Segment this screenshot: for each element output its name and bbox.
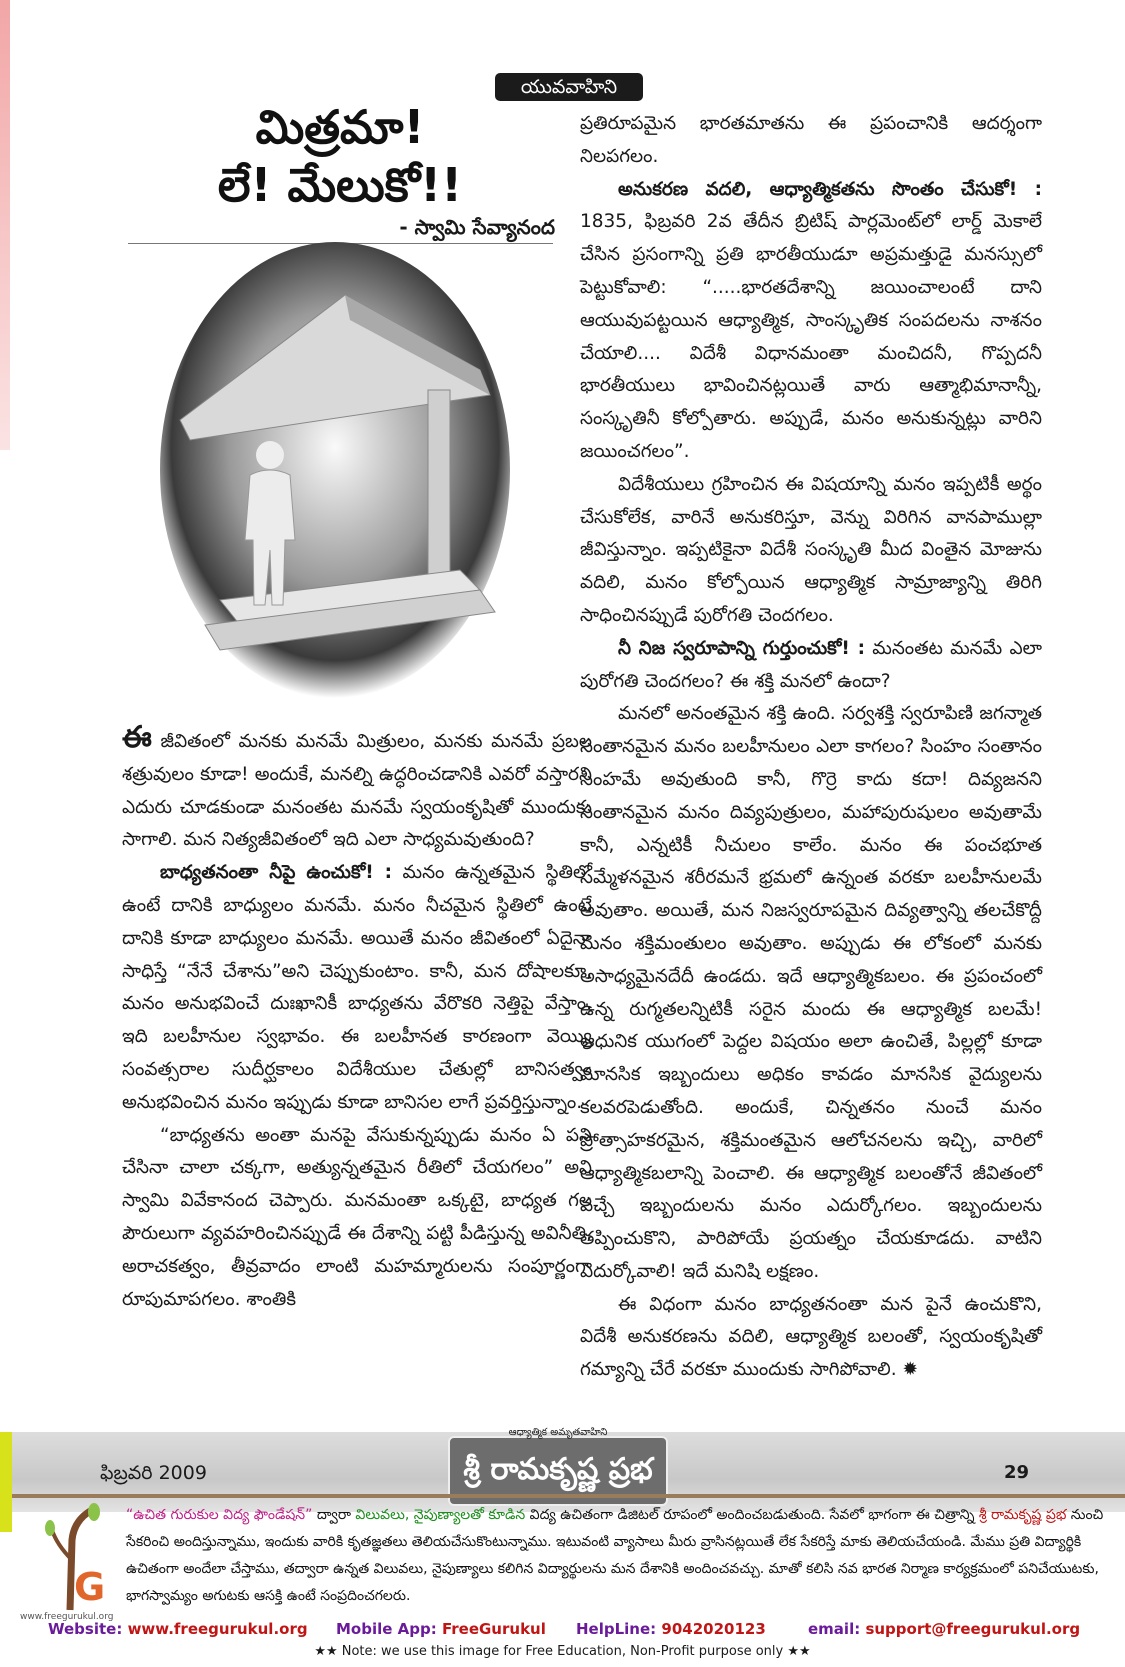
paragraph: మనం ఉన్నతమైన స్థితిలో ఉంటే దానికి బాధ్యులం మనమే. మనం నీచమైన స్థితిలో ఉంటే దానికి కూడా బాధ్యులం మనమే. అయితే మనం జీవితంలో ఏదైనా సాధిస్తే “నేనే చేశాను”అని చెప్పుకుంటాం. కానీ, మన దోషాలకూ, మనం అనుభవించే దుఃఖానికీ బాధ్యతను వేరొకరి నెత్తిపై వేస్తాం. ఇది బలహీనుల స్వభావం. ఈ బలహీనత కారణంగా వెయ్యి సంవత్సరాల సుదీర్ఘకాలం విదేశీయుల చేతుల్లో బానిసత్వం అనుభవించిన మనం ఇప్పుడు కూడా బానిసల లాగే ప్రవర్తిస్తున్నాం. <box>122 862 592 1113</box>
source-name: శ్రీ రామకృష్ణ ప్రభ <box>978 1507 1067 1523</box>
notice-text: నుంచి సేకరించి అందిస్తున్నాము, ఇందుకు వారికి కృతజ్ఞతలు తెలియచేసుకొంటున్నాము. ఇటువంటి వ్యాసాలు మీరు వ్రాసినట్లయితే లేక సేకరిస్తే మాకు తెలియచేయండి. మేము ప్రతి విద్యార్థికి ఉచితంగా అందేలా చేస్తాము, తద్వారా ఉన్నత విలువలు, నైపుణ్యాలు కలిగిన విద్యార్థులను మన దేశానికి అందించవచ్చు. మాతో కలిసి నవ భారత నిర్మాణ కార్యక్రమంలో పనిచేయుటకు, భాగస్వామ్యం అగుటకు ఆసక్తి ఉంటే సంప్రదించగలరు. <box>126 1507 1104 1604</box>
foundation-name: “ఉచిత గురుకుల విద్య ఫౌండేషన్” <box>126 1507 313 1523</box>
house-illustration <box>150 240 520 705</box>
notice-highlight: విలువలు, నైపుణ్యాలతో కూడిన <box>355 1507 526 1523</box>
email-contact <box>808 1620 1080 1638</box>
title-line-1: మిత్రమా! <box>255 100 425 154</box>
magazine-tagline: ఆధ్యాత్మిక అమృతవాహిని <box>508 1427 608 1438</box>
footer-edge-stripe <box>0 1432 12 1532</box>
article-column-right <box>580 108 1042 1387</box>
svg-text:G: G <box>74 1565 106 1609</box>
paragraph: ప్రతిరూపమైన భారతమాతను ఈ ప్రపంచానికి ఆదర్శంగా నిలపగలం. <box>580 113 1042 167</box>
paragraph: 1835, ఫిబ్రవరి 2వ తేదీన బ్రిటిష్ పార్లమెంట్‌లో లార్డ్ మెకాలే చేసిన ప్రసంగాన్ని ప్రతి భారతీయుడూ అప్రమత్తుడై మనస్సులో పెట్టుకోవాలి: “.....భారతదేశాన్ని జయించాలంటే దాని ఆయువుపట్టయిన ఆధ్యాత్మిక, సాంస్కృతిక సంపదలను నాశనం చేయాలి.... విదేశీ విధానమంతా మంచిదనీ, గొప్పదనీ భారతీయులు భావించినట్లయితే వారు ఆత్మాభిమానాన్నీ, సంస్కృతినీ కోల్పోతారు. అప్పుడే, మనం అనుకున్నట్లు వారిని జయించగలం”. <box>580 211 1042 462</box>
app-contact <box>336 1620 546 1638</box>
subheading: అనుకరణ వదలి, ఆధ్యాత్మికతను సొంతం చేసుకో! : <box>618 178 1042 200</box>
article-title <box>130 98 550 214</box>
logo-url: www.freegurukul.org <box>20 1612 114 1622</box>
divider <box>12 1494 1125 1498</box>
website-label: Website: <box>48 1620 123 1638</box>
title-line-2: లే! మేలుకో!! <box>217 158 463 212</box>
notice-text: ద్వారా <box>312 1507 356 1523</box>
paragraph: జీవితంలో మనకు మనమే మిత్రులం, మనకు మనమే ప్రబల శత్రువులం కూడా! అందుకే, మనల్ని ఉద్ధరించడానికి ఎవరో వస్తారని ఎదురు చూడకుండా మనంతట మనమే స్వయంకృషితో ముందుకు సాగాలి. మన నిత్యజీవితంలో ఇది ఎలా సాధ్యమవుతుంది? <box>122 731 592 851</box>
paragraph: విదేశీయులు గ్రహించిన ఈ విషయాన్ని మనం ఇప్పటికీ అర్థం చేసుకోలేక, వారినే అనుకరిస్తూ, వెన్ను విరిగిన వానపాముల్లా జీవిస్తున్నాం. ఇప్పటికైనా విదేశీ సంస్కృతి మీద వింతైన మోజును వదిలి, మనం కోల్పోయిన ఆధ్యాత్మిక సామ్రాజ్యాన్ని తిరిగి సాధించినప్పుడే పురోగతి చెందగలం. <box>580 473 1042 626</box>
helpline-contact <box>576 1620 766 1638</box>
email-label: email: <box>808 1620 861 1638</box>
paragraph: ఈ విధంగా మనం బాధ్యతనంతా మన పైనే ఉంచుకొని, విదేశీ అనుకరణను వదిలి, ఆధ్యాత్మిక బలంతో, స్వయంకృషితో గమ్యాన్ని చేరే వరకూ ముందుకు సాగిపోవాలి. <box>580 1293 1042 1381</box>
issue-date: ఫిబ్రవరి 2009 <box>100 1462 207 1484</box>
section-tag: యువవాహిని <box>495 73 643 101</box>
drop-cap: ఈ <box>122 720 152 755</box>
app-name: FreeGurukul <box>441 1620 546 1638</box>
helpline-number: 9042020123 <box>661 1620 766 1638</box>
article-column-left <box>122 722 592 1316</box>
foundation-notice <box>126 1502 1116 1610</box>
end-mark-icon: ✹ <box>902 1359 918 1381</box>
paragraph: మనంతట మనమే ఎలా పురోగతి చెందగలం? ఈ శక్తి మనలో ఉందా? <box>580 637 1042 692</box>
magazine-name: శ్రీ రామకృష్ణ ప్రభ <box>463 1452 653 1487</box>
website-contact <box>48 1620 308 1638</box>
paragraph: “బాధ్యతను అంతా మనపై వేసుకున్నప్పుడు మనం ఏ పని చేసినా చాలా చక్కగా, అత్యున్నతమైన రీతిలో చేయగలం” అని స్వామి వివేకానంద చెప్పారు. మనమంతా ఒక్కటై, బాధ్యత గల పౌరులుగా వ్యవహరించినప్పుడే ఈ దేశాన్ని పట్టి పీడిస్తున్న అవినీతి, అరాచకత్వం, తీవ్రవాదం లాంటి మహమ్మారులను సంపూర్ణంగా రూపుమాపగలం. శాంతికి <box>122 1124 592 1310</box>
page-edge-stripe <box>0 0 10 450</box>
app-label: Mobile App: <box>336 1620 437 1638</box>
freegurukul-logo <box>22 1500 122 1620</box>
paragraph: మనలో అనంతమైన శక్తి ఉంది. సర్వశక్తి స్వరూపిణి జగన్మాత సంతానమైన మనం బలహీనులం ఎలా కాగలం? సింహం సంతానం సింహమే అవుతుంది కానీ, గొర్రె కాదు కదా! దివ్యజనని సంతానమైన మనం దివ్యపుత్రులం, మహాపురుషులం అవుతామే కానీ, ఎన్నటికీ నీచులం కాలేం. మనం ఈ పంచభూత సమ్మేళనమైన శరీరమనే భ్రమలో ఉన్నంత వరకూ బలహీనులమే అవుతాం. అయితే, మన నిజస్వరూపమైన దివ్యత్వాన్ని తలచేకొద్దీ మనం శక్తిమంతులం అవుతాం. అప్పుడు ఈ లోకంలో మనకు అసాధ్యమైనదేదీ ఉండదు. ఇదే ఆధ్యాత్మికబలం. ఈ ప్రపంచంలో ఉన్న రుగ్మతలన్నిటికీ సరైన మందు ఈ ఆధ్యాత్మిక బలమే! ఆధునిక యుగంలో పెద్దల విషయం అలా ఉంచితే, పిల్లల్లో కూడా మానసిక ఇబ్బందులు అధికం కావడం మానసిక వైద్యులను కలవరపెడుతోంది. అందుకే, చిన్నతనం నుంచే మనం ప్రోత్సాహకరమైన, శక్తిమంతమైన ఆలోచనలను ఇచ్చి, వారిలో ఆధ్యాత్మికబలాన్ని పెంచాలి. ఈ ఆధ్యాత్మిక బలంతోనే జీవితంలో వచ్చే ఇబ్బందులను మనం ఎదుర్కోగలం. ఇబ్బందులను తప్పించుకొని, పారిపోయే ప్రయత్నం చేయకూడదు. వాటిని ఎదుర్కోవాలి! ఇదే మనిషి లక్షణం. <box>580 703 1042 1282</box>
subheading: బాధ్యతనంతా నీపై ఉంచుకో! : <box>160 862 393 884</box>
page-number: 29 <box>1004 1462 1030 1483</box>
email-link[interactable]: support@freegurukul.org <box>865 1620 1081 1638</box>
author: - స్వామి సేవ్యానంద <box>399 215 555 239</box>
website-link[interactable]: www.freegurukul.org <box>127 1620 308 1638</box>
subheading: నీ నిజ స్వరూపాన్ని గుర్తుంచుకో! : <box>618 637 866 659</box>
helpline-label: HelpLine: <box>576 1620 657 1638</box>
usage-note: ★★ Note: we use this image for Free Education, Non-Profit purpose only ★★ <box>314 1644 811 1659</box>
notice-text: విద్య ఉచితంగా డిజిటల్ రూపంలో అందించబడుతుంది. సేవలో భాగంగా ఈ చిత్రాన్ని <box>525 1507 979 1523</box>
